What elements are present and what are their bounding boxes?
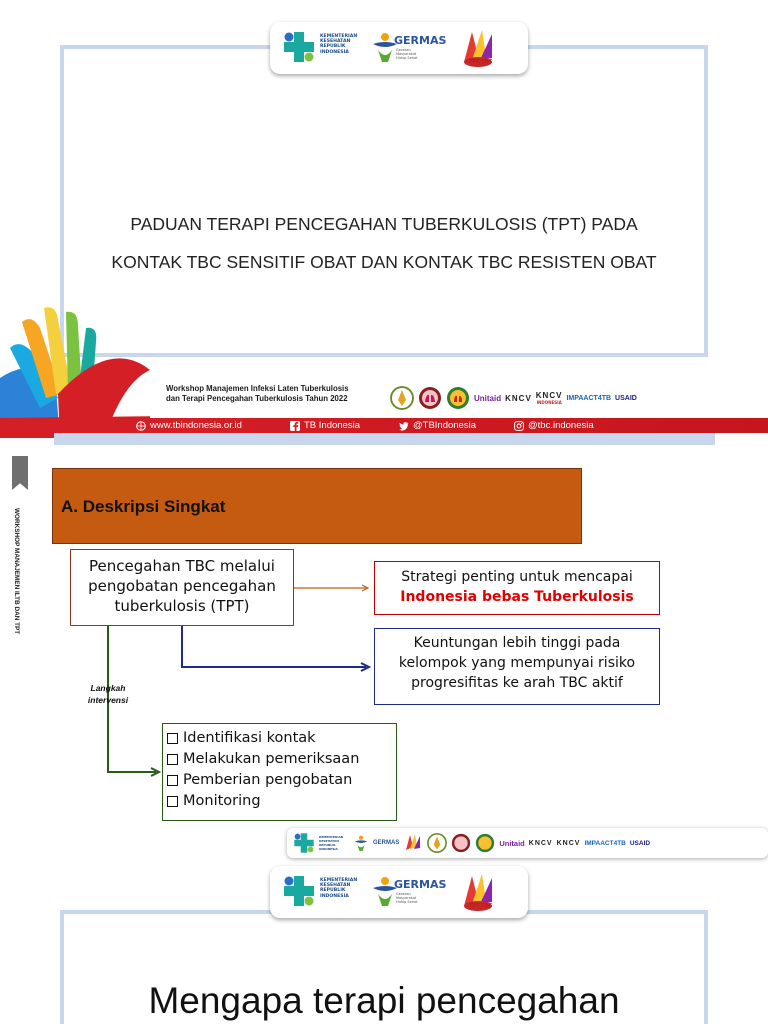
slide1-title	[60, 205, 708, 281]
hand-illustration-icon	[0, 298, 170, 438]
partner-seal-small-icon	[427, 833, 447, 853]
main-concept-box	[70, 549, 294, 626]
intervention-label	[78, 682, 138, 706]
checkbox-icon	[167, 796, 178, 807]
social-instagram[interactable]	[514, 420, 594, 431]
strategy-box	[374, 561, 660, 615]
partner-unitaid-small: Unitaid	[499, 838, 525, 848]
social-facebook[interactable]	[290, 420, 360, 431]
social-website-text: www.tbindonesia.or.id	[150, 420, 242, 431]
workshop-line1: Workshop Manajemen Infeksi Laten Tuberkulosis	[166, 384, 349, 393]
benefit-line2: kelompok yang mempunyai risiko	[398, 655, 636, 671]
connector-steps-arrow	[151, 768, 159, 776]
list-item	[167, 791, 396, 812]
partner-kncv-small: KNCV	[528, 839, 553, 847]
main-line2: pengobatan pencegahan	[88, 577, 276, 595]
tpt-label: TPT TBC	[469, 59, 493, 65]
langkah-line1: Langkah	[90, 683, 126, 693]
partner-kncv: KNCV	[505, 393, 532, 403]
kemenkes-small-text: KEMENTERIAN KESEHATAN REPUBLIK INDONESIA	[319, 835, 344, 851]
germas-subtext: Gerakan Masyarakat Hidup Sehat	[396, 48, 418, 60]
twitter-icon	[399, 421, 409, 431]
globe-icon	[136, 421, 146, 431]
steps-box	[162, 723, 397, 821]
step-text: Pemberian pengobatan	[183, 772, 353, 788]
tpt-label: TPT TBC	[469, 903, 493, 909]
langkah-line2: intervensi	[87, 695, 129, 705]
kemenkes-small-icon	[293, 832, 315, 854]
tpt-small-icon	[403, 832, 423, 854]
step-text: Melakukan pemeriksaan	[183, 751, 360, 767]
benefit-line1: Keuntungan lebih tinggi pada	[413, 635, 621, 651]
section-header	[52, 468, 582, 544]
slide1-title-line2: KONTAK TBC SENSITIF OBAT DAN KONTAK TBC RESISTEN OBAT	[111, 252, 657, 272]
partner-lungs-icon	[418, 386, 442, 410]
partner-kncv2-small: KNCV	[556, 839, 581, 847]
checkbox-icon	[167, 733, 178, 744]
social-bar	[96, 418, 768, 433]
benefit-box	[374, 628, 660, 705]
strategy-line1: Strategi penting untuk mencapai	[401, 569, 633, 585]
germas-text: GERMAS	[394, 34, 447, 47]
workshop-line2: dan Terapi Pencegahan Tuberkulosis Tahun 2022	[166, 394, 348, 403]
list-item	[167, 770, 396, 791]
partner-lung-emblem-small-icon	[475, 833, 495, 853]
germas-small-text: GERMAS	[373, 840, 400, 846]
kemenkes-logo-icon	[282, 874, 316, 908]
partner-logos	[390, 384, 637, 412]
social-website[interactable]	[136, 420, 242, 431]
section-header-title: A. Deskripsi Singkat	[61, 497, 226, 516]
partner-usaid-small: USAID	[629, 839, 651, 847]
germas-text: GERMAS	[394, 878, 447, 891]
partner-impaact-small: IMPAACT4TB	[584, 839, 626, 847]
slide3-title: Mengapa terapi pencegahan	[148, 980, 620, 1021]
kemenkes-text: KEMENTERIAN KESEHATAN REPUBLIK INDONESIA	[320, 34, 358, 55]
slide-divider	[54, 433, 715, 445]
partner-kncv-indonesia	[536, 391, 563, 405]
slide1-title-line1: PADUAN TERAPI PENCEGAHAN TUBERKULOSIS (TPT) PADA	[130, 214, 638, 234]
connector-benefit-arrow	[361, 663, 369, 671]
social-facebook-text: TB Indonesia	[304, 420, 360, 431]
connector-benefit	[182, 626, 366, 667]
partner-impaact: IMPAACT4TB	[566, 394, 612, 402]
list-item	[167, 749, 396, 770]
step-text: Monitoring	[183, 793, 261, 809]
side-bookmark-icon	[12, 456, 28, 490]
checkbox-icon	[167, 775, 178, 786]
workshop-title	[166, 384, 349, 404]
instagram-icon	[514, 421, 524, 431]
facebook-icon	[290, 421, 300, 431]
logo-bar-top	[270, 22, 528, 74]
checkbox-icon	[167, 754, 178, 765]
benefit-line3: progresifitas ke arah TBC aktif	[411, 675, 623, 691]
logo-bar-bottom	[287, 828, 768, 858]
social-twitter[interactable]	[399, 420, 476, 431]
social-instagram-text: @tbc.indonesia	[528, 420, 594, 431]
kemenkes-logo-icon	[282, 30, 316, 64]
logo-bar-slide3	[270, 866, 528, 918]
partner-kncv2-sub: INDONESIA	[536, 400, 562, 405]
partner-kncv2: KNCV	[535, 391, 563, 400]
main-line1: Pencegahan TBC melalui	[89, 557, 275, 575]
partner-usaid: USAID	[615, 394, 637, 402]
germas-small-icon	[353, 834, 369, 852]
list-item	[167, 728, 396, 749]
connector-strategy-arrow	[362, 585, 368, 591]
step-text: Identifikasi kontak	[183, 730, 316, 746]
germas-subtext: Gerakan Masyarakat Hidup Sehat	[396, 892, 418, 904]
side-label: WORKSHOP MANAJEMEN ILTB DAN TPT	[13, 508, 20, 635]
main-line3: tuberkulosis (TPT)	[114, 597, 250, 615]
partner-lungs-small-icon	[451, 833, 471, 853]
partner-seal-icon	[390, 386, 414, 410]
social-twitter-text: @TBIndonesia	[413, 420, 476, 431]
partner-unitaid: Unitaid	[474, 393, 502, 403]
partner-lung-emblem-icon	[446, 386, 470, 410]
kemenkes-text: KEMENTERIAN KESEHATAN REPUBLIK INDONESIA	[320, 878, 358, 899]
strategy-line2: Indonesia bebas Tuberkulosis	[400, 589, 634, 605]
